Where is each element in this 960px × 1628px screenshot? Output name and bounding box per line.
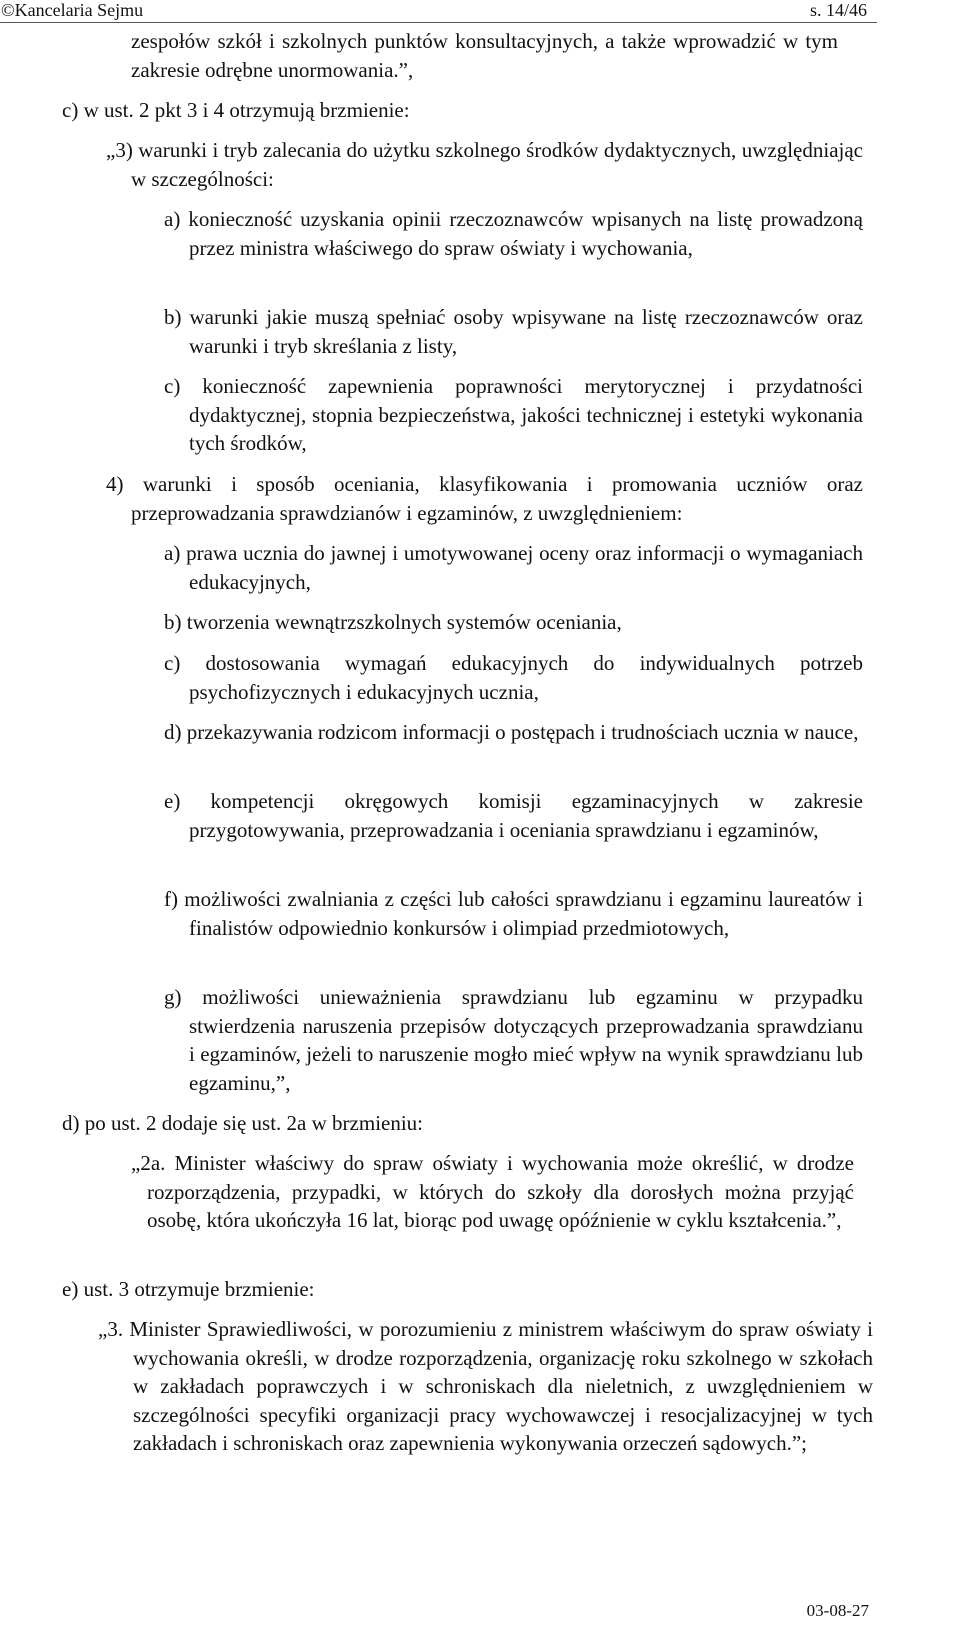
- para-item-4f: f) możliwości zwalniania z części lub całości sprawdzianu i egzaminu laureatów i finalistów odpowiednio konkursów i olimpiad przedmiotowych,: [164, 887, 863, 940]
- copyright-label: ©Kancelaria Sejmu: [1, 0, 144, 20]
- para-item-3: „3) warunki i tryb zalecania do użytku szkolnego środków dydaktycznych, uwzględniając w szczególności:: [106, 138, 863, 191]
- page-number: s. 14/46: [809, 0, 867, 20]
- para-continuation: zespołów szkół i szkolnych punktów konsultacyjnych, a także wprowadzić w tym zakresie odrębne unormowania.”,: [131, 29, 838, 82]
- para-item-4e: e) kompetencji okręgowych komisji egzaminacyjnych w zakresie przygotowywania, przeprowadzania i oceniania sprawdzianu i egzaminów,: [164, 789, 863, 842]
- para-item-3a: a) konieczność uzyskania opinii rzeczoznawców wpisanych na listę prowadzoną przez ministra właściwego do spraw oświaty i wychowania,: [164, 207, 863, 260]
- para-item-3b: b) warunki jakie muszą spełniać osoby wpisywane na listę rzeczoznawców oraz warunki i tryb skreślania z listy,: [164, 305, 863, 358]
- para-item-4d: d) przekazywania rodzicom informacji o postępach i trudnościach ucznia w nauce,: [164, 720, 859, 744]
- para-section-3: „3. Minister Sprawiedliwości, w porozumieniu z ministrem właściwym do spraw oświaty i wychowania określi, w drodze rozporządzenia, organizację roku szkolnego w szkołach w zakładach poprawczych i w schroniskach dla nieletnich, z uwzględnieniem w szczególności specyfiki organizacji pracy wychowawczej i resocjalizacyjnej w tych zakładach i schroniskach oraz zapewnienia wykonywania orzeczeń sądowych.”;: [98, 1317, 873, 1455]
- para-point-d: d) po ust. 2 dodaje się ust. 2a w brzmieniu:: [62, 1111, 424, 1135]
- para-point-e: e) ust. 3 otrzymuje brzmienie:: [62, 1277, 315, 1301]
- para-item-3c: c) konieczność zapewnienia poprawności merytorycznej i przydatności dydaktycznej, stopnia bezpieczeństwa, jakości technicznej i estetyki wykonania tych środków,: [164, 374, 863, 455]
- para-item-4c: c) dostosowania wymagań edukacyjnych do indywidualnych potrzeb psychofizycznych i edukacyjnych ucznia,: [164, 651, 863, 704]
- page-header: [0, 0, 960, 22]
- document-code: 03-08-27: [806, 1601, 869, 1620]
- para-item-4a: a) prawa ucznia do jawnej i umotywowanej oceny oraz informacji o wymaganiach edukacyjnych,: [164, 541, 863, 594]
- para-item-4: 4) warunki i sposób oceniania, klasyfikowania i promowania uczniów oraz przeprowadzania sprawdzianów i egzaminów, z uwzględnieniem:: [106, 472, 863, 525]
- para-item-4g: g) możliwości unieważnienia sprawdzianu lub egzaminu w przypadku stwierdzenia naruszenia przepisów dotyczących przeprowadzania sprawdzianu i egzaminów, jeżeli to naruszenie mogło mieć wpływ na wynik sprawdzianu lub egzaminu,”,: [164, 985, 863, 1095]
- para-point-c: c) w ust. 2 pkt 3 i 4 otrzymują brzmienie:: [62, 98, 410, 122]
- header-divider: [0, 22, 877, 23]
- para-item-4b: b) tworzenia wewnątrzszkolnych systemów oceniania,: [164, 610, 622, 634]
- para-section-2a: „2a. Minister właściwy do spraw oświaty i wychowania może określić, w drodze rozporządzenia, przypadki, w których do szkoły dla dorosłych można przyjąć osobę, która ukończyła 16 lat, biorąc pod uwagę opóźnienie w cyklu kształcenia.”,: [131, 1151, 854, 1232]
